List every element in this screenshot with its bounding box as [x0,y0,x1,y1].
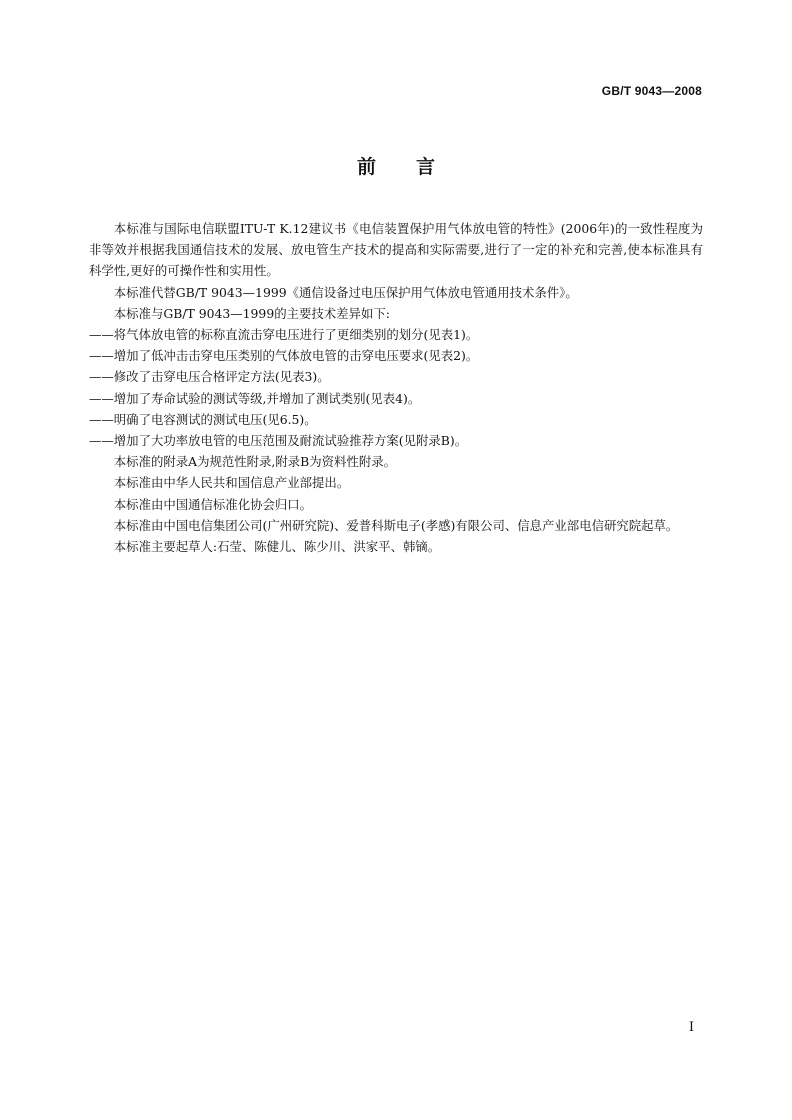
paragraph-drafters: 本标准主要起草人:石莹、陈健儿、陈少川、洪家平、韩镝。 [113,539,441,555]
page-title: 前言 [356,156,475,178]
list-item-text: 明确了电容测试的测试电压(见6.5)。 [113,411,317,427]
list-item [89,409,703,430]
list-item-text: 修改了击穿电压合格评定方法(见表3)。 [113,369,330,385]
dash-marker: —— [89,411,114,427]
foreword-body [89,218,703,557]
list-item-text: 增加了低冲击击穿电压类别的气体放电管的击穿电压要求(见表2)。 [113,348,479,364]
paragraph-annexes: 本标准的附录A为规范性附录,附录B为资料性附录。 [113,454,396,470]
paragraph-managed-by: 本标准由中国通信标准化协会归口。 [113,496,313,512]
paragraph-conformity: 本标准与国际电信联盟ITU-T K.12建议书《电信装置保护用气体放电管的特性》(2006年)的一致性程度为非等效并根据我国通信技术的发展、放电管生产技术的提高和实际需要,进行了一定的补充和完善,使本标准具有科学性,更好的可操作性和实用性。 [89,221,703,279]
dash-marker: —— [89,348,114,364]
list-item [89,324,703,345]
dash-marker: —— [89,390,114,406]
list-item [89,430,703,451]
dash-marker: —— [89,327,114,343]
list-item [89,345,703,366]
document-code: GB/T 9043—2008 [601,84,702,98]
dash-marker: —— [89,369,114,385]
paragraph-replaces: 本标准代替GB/T 9043—1999《通信设备过电压保护用气体放电管通用技术条件》。 [113,284,578,300]
list-item-text: 将气体放电管的标称直流击穿电压进行了更细类别的划分(见表1)。 [113,327,479,343]
list-item-text: 增加了大功率放电管的电压范围及耐流试验推荐方案(见附录B)。 [113,433,468,449]
paragraph-drafted-by: 本标准由中国电信集团公司(广州研究院)、爱普科斯电子(孝感)有限公司、信息产业部电信研究院起草。 [113,517,679,533]
dash-marker: —— [89,433,114,449]
list-item [89,366,703,387]
list-item [89,388,703,409]
paragraph-differences-intro: 本标准与GB/T 9043—1999的主要技术差异如下: [113,305,390,321]
paragraph-proposed-by: 本标准由中华人民共和国信息产业部提出。 [113,475,350,491]
list-item-text: 增加了寿命试验的测试等级,并增加了测试类别(见表4)。 [113,390,421,406]
page-number: I [688,1020,694,1035]
